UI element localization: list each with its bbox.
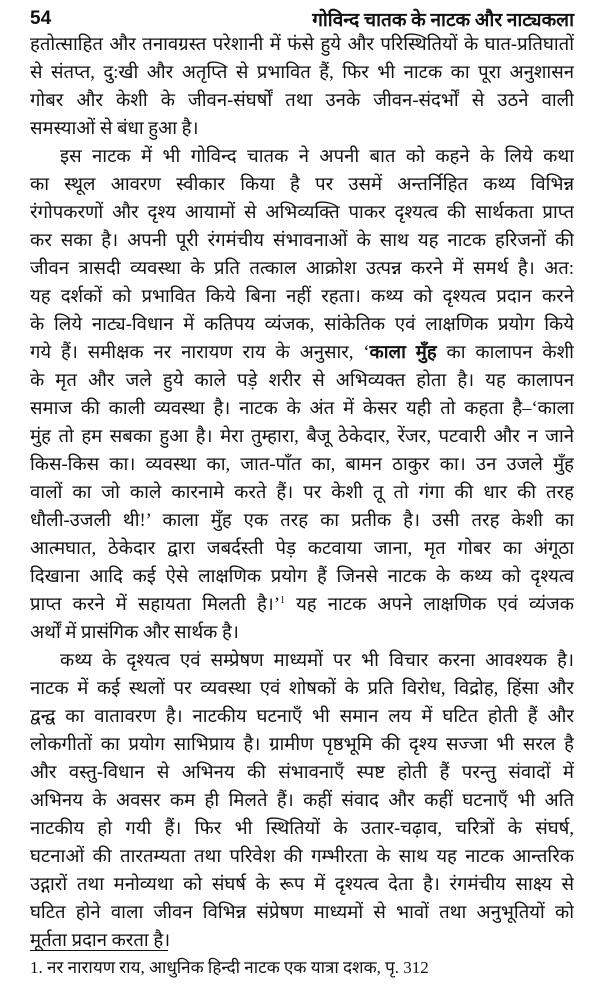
body-text	[30, 31, 574, 955]
text-line	[30, 115, 574, 143]
text-segment: गोबर और केशी के जीवन-संघर्षों तथा उनके जीवन-संदर्भों से उठने वाली	[30, 91, 574, 111]
text-segment: धौली-उजली थी!’ काला मुँह एक तरह का प्रतीक है। उसी तरह केशी का	[30, 511, 574, 531]
text-segment: हतोत्साहित और तनावग्रस्त परेशानी में फंसे हुये और परिस्थितियों के घात-प्रतिघातों	[30, 35, 574, 55]
text-segment: मुंह तो हम सबका हुआ है। मेरा तुम्हारा, बैजू ठेकेदार, रेंजर, पटवारी और न जाने	[30, 427, 574, 447]
text-segment: प्राप्त करने में सहायता मिलती है।’	[30, 595, 280, 615]
text-segment: का कालापन केशी	[436, 343, 574, 363]
text-segment: किस-किस का। व्यवस्था का, जात-पाँत का, बामन ठाकुर का। उन उजले मुँह	[30, 455, 574, 475]
text-line	[30, 171, 574, 199]
text-line	[30, 703, 574, 731]
text-segment: नाटकीय हो गयी हैं। फिर भी स्थितियों के उतार-चढ़ाव, चरित्रों के संघर्ष,	[30, 819, 574, 839]
text-line	[30, 843, 574, 871]
text-segment: लोकगीतों का प्रयोग साभिप्राय है। ग्रामीण पृष्ठभूमि की दृश्य सज्जा भी सरल है	[30, 735, 574, 755]
text-segment: समाज की काली व्यवस्था है। नाटक के अंत में केसर यही तो कहता है–‘काला	[30, 399, 574, 419]
text-line	[30, 535, 574, 563]
text-segment: मूर्तता प्रदान करता है।	[30, 931, 171, 951]
text-line	[30, 423, 574, 451]
text-segment: रंगोपकरणों और दृश्य आयामों से अभिव्यक्ति पाकर दृश्यत्व की सार्थकता प्राप्त	[30, 203, 574, 223]
running-title: गोविन्द चातक के नाटक और नाट्यकला	[312, 10, 574, 31]
text-segment: समस्याओं से बंधा हुआ है।	[30, 119, 199, 139]
text-line	[30, 451, 574, 479]
text-line	[30, 731, 574, 759]
text-line	[30, 227, 574, 255]
text-line	[30, 199, 574, 227]
text-line	[30, 339, 574, 367]
text-line	[30, 563, 574, 591]
text-segment: उद्गारों तथा मनोव्यथा को संघर्ष के रूप में दृश्यत्व देता है। रंगमंचीय साक्ष्य से	[30, 875, 574, 895]
bold-phrase: काला मुँह	[369, 343, 437, 363]
text-segment: जीवन त्रासदी व्यवस्था के प्रति तत्काल आक्रोश उत्पन्न करने में समर्थ है। अत:	[30, 259, 574, 279]
text-segment: और वस्तु-विधान से अभिनय की संभावनाएँ स्पष्ट होती हैं परन्तु संवादों में	[30, 763, 574, 783]
text-line	[30, 591, 574, 619]
text-line	[30, 311, 574, 339]
text-segment: गये हैं। समीक्षक नर नारायण राय के अनुसार, ‘	[30, 343, 370, 363]
text-line	[30, 479, 574, 507]
text-segment: कथ्य के दृश्यत्व एवं सम्प्रेषण माध्यमों पर भी विचार करना आवश्यक है।	[60, 651, 574, 671]
footnote-divider	[30, 950, 168, 951]
text-line	[30, 647, 574, 675]
text-line	[30, 255, 574, 283]
text-line	[30, 675, 574, 703]
footnote-marker: 1	[279, 594, 285, 606]
text-segment: आत्मघात, ठेकेदार द्वारा जबर्दस्ती पेड़ कटवाया जाना, मृत गोबर का अंगूठा	[30, 539, 574, 559]
text-segment: का स्थूल आवरण स्वीकार किया है पर उसमें अन्तर्निहित कथ्य विभिन्न	[30, 175, 574, 195]
text-segment: नाटक में कई स्थलों पर व्यवस्था एवं शोषकों के प्रति विरोध, विद्रोह, हिंसा और	[30, 679, 574, 699]
text-segment: घटित होने वाला जीवन विभिन्न संप्रेषण माध्यमों से भावों तथा अनुभूतियों को	[30, 903, 574, 923]
text-line	[30, 395, 574, 423]
text-line	[30, 815, 574, 843]
text-segment: द्वन्द्व का वातावरण है। नाटकीय घटनाएँ भी समान लय में घटित होती हैं और	[30, 707, 574, 727]
text-line	[30, 507, 574, 535]
text-segment: के लिये नाट्य-विधान में कतिपय व्यंजक, सांकेतिक एवं लाक्षणिक प्रयोग किये	[30, 315, 574, 335]
text-line	[30, 31, 574, 59]
footnote: 1. नर नारायण राय, आधुनिक हिन्दी नाटक एक यात्रा दशक, पृ. 312	[30, 958, 429, 977]
text-line	[30, 143, 574, 171]
text-line	[30, 787, 574, 815]
text-segment: कर सका है। अपनी पूरी रंगमंचीय संभावनाओं के साथ यह नाटक हरिजनों की	[30, 231, 574, 251]
text-segment: यह नाटक अपने लाक्षणिक एवं व्यंजक	[284, 595, 574, 615]
text-line	[30, 367, 574, 395]
text-segment: के मृत और जले हुये काले पड़े शरीर से अभिव्यक्त होता है। यह कालापन	[30, 371, 574, 391]
text-segment: घटनाओं की तारतम्यता तथा परिवेश की गम्भीरता के साथ यह नाटक आन्तरिक	[30, 847, 574, 867]
text-segment: दिखाना आदि कई ऐसे लाक्षणिक प्रयोग हैं जिनसे नाटक के कथ्य को दृश्यत्व	[30, 567, 574, 587]
page-number: 54	[30, 8, 52, 29]
text-line	[30, 87, 574, 115]
text-line	[30, 899, 574, 927]
running-header	[30, 4, 574, 34]
text-segment: अभिनय के अवसर कम ही मिलते हैं। कहीं संवाद और कहीं घटनाएँ भी अति	[30, 791, 574, 811]
text-line	[30, 283, 574, 311]
text-line	[30, 871, 574, 899]
text-segment: इस नाटक में भी गोविन्द चातक ने अपनी बात को कहने के लिये कथा	[60, 147, 574, 167]
text-segment: से संतप्त, दु:खी और अतृप्ति से प्रभावित हैं, फिर भी नाटक का पूरा अनुशासन	[30, 63, 574, 83]
text-segment: वालों का जो काले कारनामे करते हैं। पर केशी तू तो गंगा की धार की तरह	[30, 483, 574, 503]
text-segment: अर्थों में प्रासंगिक और सार्थक है।	[30, 623, 239, 643]
text-line	[30, 619, 574, 647]
text-segment: यह दर्शकों को प्रभावित किये बिना नहीं रहता। कथ्य को दृश्यत्व प्रदान करने	[30, 287, 574, 307]
text-line	[30, 759, 574, 787]
text-line	[30, 59, 574, 87]
